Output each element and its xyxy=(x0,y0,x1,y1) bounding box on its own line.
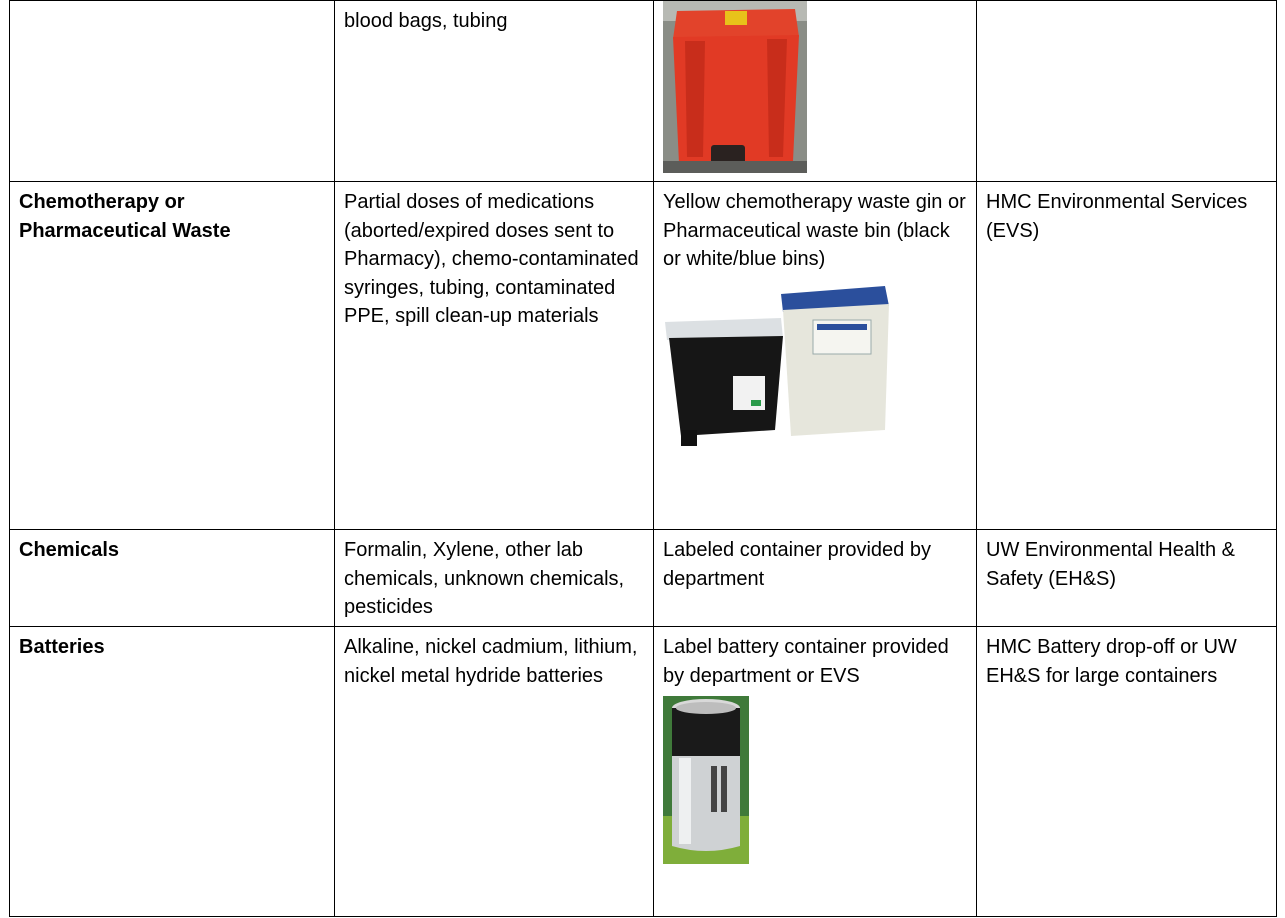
container-cell xyxy=(654,1,977,182)
contact-cell: HMC Environmental Services (EVS) xyxy=(977,182,1277,530)
container-cell xyxy=(654,182,977,530)
waste-examples-cell: Formalin, Xylene, other lab chemicals, unknown chemicals, pesticides xyxy=(335,530,654,627)
waste-examples-cell: blood bags, tubing xyxy=(335,1,654,182)
pharmaceutical-bins-image xyxy=(663,280,919,448)
contact-cell: UW Environmental Health & Safety (EH&S) xyxy=(977,530,1277,627)
red-biohazard-container-image xyxy=(663,1,807,173)
table-row xyxy=(10,627,1277,917)
waste-examples-cell: Alkaline, nickel cadmium, lithium, nickel metal hydride batteries xyxy=(335,627,654,917)
contact-cell xyxy=(977,1,1277,182)
waste-category-cell: Chemicals xyxy=(10,530,335,627)
battery-container-image xyxy=(663,696,749,864)
table-row xyxy=(10,530,1277,627)
container-text: Yellow chemotherapy waste gin or Pharmaceutical waste bin (black or white/blue bins) xyxy=(663,191,966,270)
waste-examples-cell: Partial doses of medications (aborted/expired doses sent to Pharmacy), chemo-contaminated syringes, tubing, contaminated PPE, spill clean-up materials xyxy=(335,182,654,530)
table-row xyxy=(10,1,1277,182)
contact-cell: HMC Battery drop-off or UW EH&S for large containers xyxy=(977,627,1277,917)
waste-disposal-table xyxy=(9,0,1277,917)
container-text: Label battery container provided by department or EVS xyxy=(663,636,949,687)
waste-category-cell: Batteries xyxy=(10,627,335,917)
waste-category-cell: Chemotherapy or Pharmaceutical Waste xyxy=(10,182,335,530)
waste-category-cell xyxy=(10,1,335,182)
container-cell: Labeled container provided by department xyxy=(654,530,977,627)
table-row xyxy=(10,182,1277,530)
container-cell xyxy=(654,627,977,917)
